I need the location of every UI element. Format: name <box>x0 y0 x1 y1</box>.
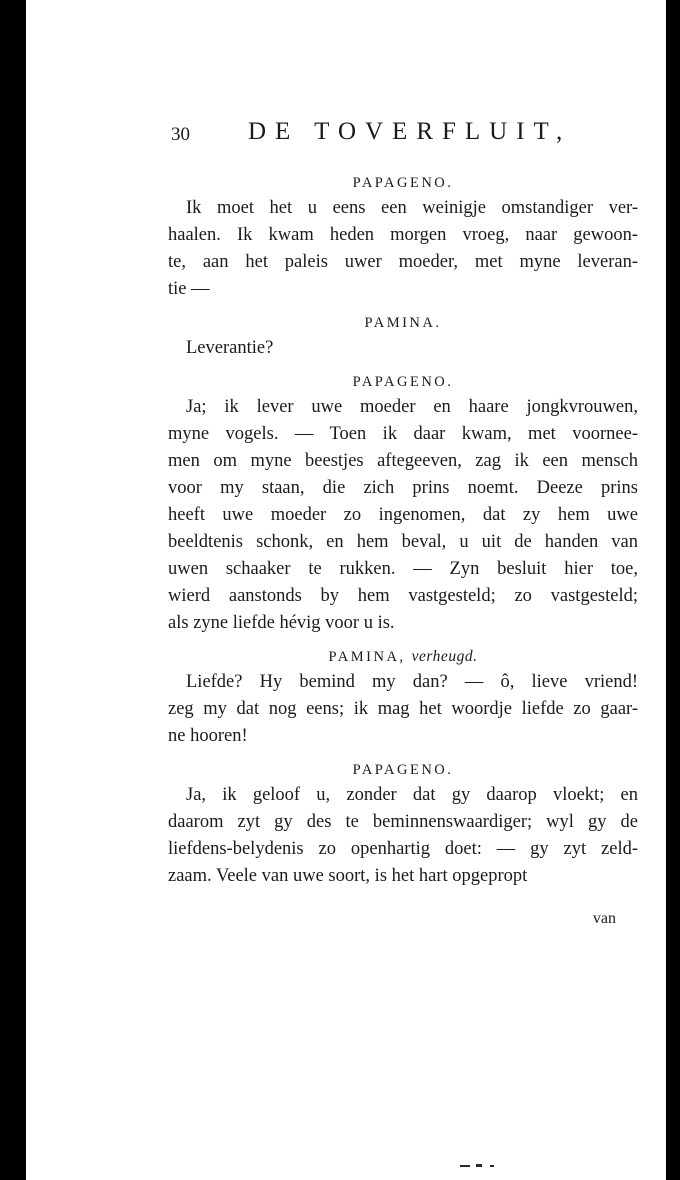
speaker-heading <box>168 645 638 669</box>
speech <box>168 669 638 750</box>
text-line: Ja, ik geloof u, zonder dat gy daarop vloekt; en <box>186 785 638 805</box>
speaker-name: PAMINA, <box>328 649 406 665</box>
text-line: zeg my dat nog eens; ik mag het woordje liefde zo gaar- <box>168 699 638 719</box>
speaker-name: PAPAGENO. <box>352 762 454 778</box>
speaker-heading <box>168 758 638 782</box>
speaker-heading <box>168 311 638 335</box>
text-line: te, aan het paleis uwer moeder, met myne leveran- <box>168 252 638 272</box>
text-line: Ja; ik lever uwe moeder en haare jongkvrouwen, <box>186 397 638 417</box>
page-header <box>171 118 601 154</box>
text-line: zaam. Veele van uwe soort, is het hart opgepropt <box>168 866 528 886</box>
speaker-name: PAPAGENO. <box>352 175 454 191</box>
speech <box>168 195 638 303</box>
speaker-name: PAMINA. <box>364 315 442 331</box>
running-title: DE TOVERFLUIT, <box>248 118 572 145</box>
text-line: haalen. Ik kwam heden morgen vroeg, naar gewoon- <box>168 225 638 245</box>
speaker-name: PAPAGENO. <box>352 374 454 390</box>
page-number: 30 <box>171 124 190 145</box>
speaker-heading <box>168 171 638 195</box>
text-line: Leverantie? <box>186 338 274 358</box>
text-line: voor my staan, die zich prins noemt. Deeze prins <box>168 478 638 498</box>
text-line: beeldtenis schonk, en hem beval, u uit de handen van <box>168 532 638 552</box>
text-line: myne vogels. — Toen ik daar kwam, met voornee- <box>168 424 638 444</box>
text-line: als zyne liefde hévig voor u is. <box>168 613 395 633</box>
text-line: tie — <box>168 279 210 299</box>
dialogue-body <box>168 168 638 898</box>
text-line: ne hooren! <box>168 726 248 746</box>
text-line: Liefde? Hy bemind my dan? — ô, lieve vriend! <box>186 672 638 692</box>
speaker-heading <box>168 370 638 394</box>
scan-specks <box>456 1163 516 1169</box>
speech <box>168 782 638 890</box>
text-line: men om myne beestjes aftegeeven, zag ik een mensch <box>168 451 638 471</box>
scan-border-right <box>666 0 680 1180</box>
text-line: liefdens-belydenis zo openhartig doet: — gy zyt zeld- <box>168 839 638 859</box>
stage-direction: verheugd. <box>411 648 478 665</box>
speech <box>168 394 638 637</box>
text-line: heeft uwe moeder zo ingenomen, dat zy hem uwe <box>168 505 638 525</box>
scan-border-left <box>0 0 26 1180</box>
text-line: Ik moet het u eens een weinigje omstandiger ver- <box>186 198 638 218</box>
text-line: wierd aanstonds by hem vastgesteld; zo vastgesteld; <box>168 586 638 606</box>
book-page <box>26 0 666 1180</box>
catchword: van <box>592 910 616 927</box>
speech <box>168 335 638 362</box>
text-line: daarom zyt gy des te beminnenswaardiger; wyl gy de <box>168 812 638 832</box>
text-line: uwen schaaker te rukken. — Zyn besluit hier toe, <box>168 559 638 579</box>
